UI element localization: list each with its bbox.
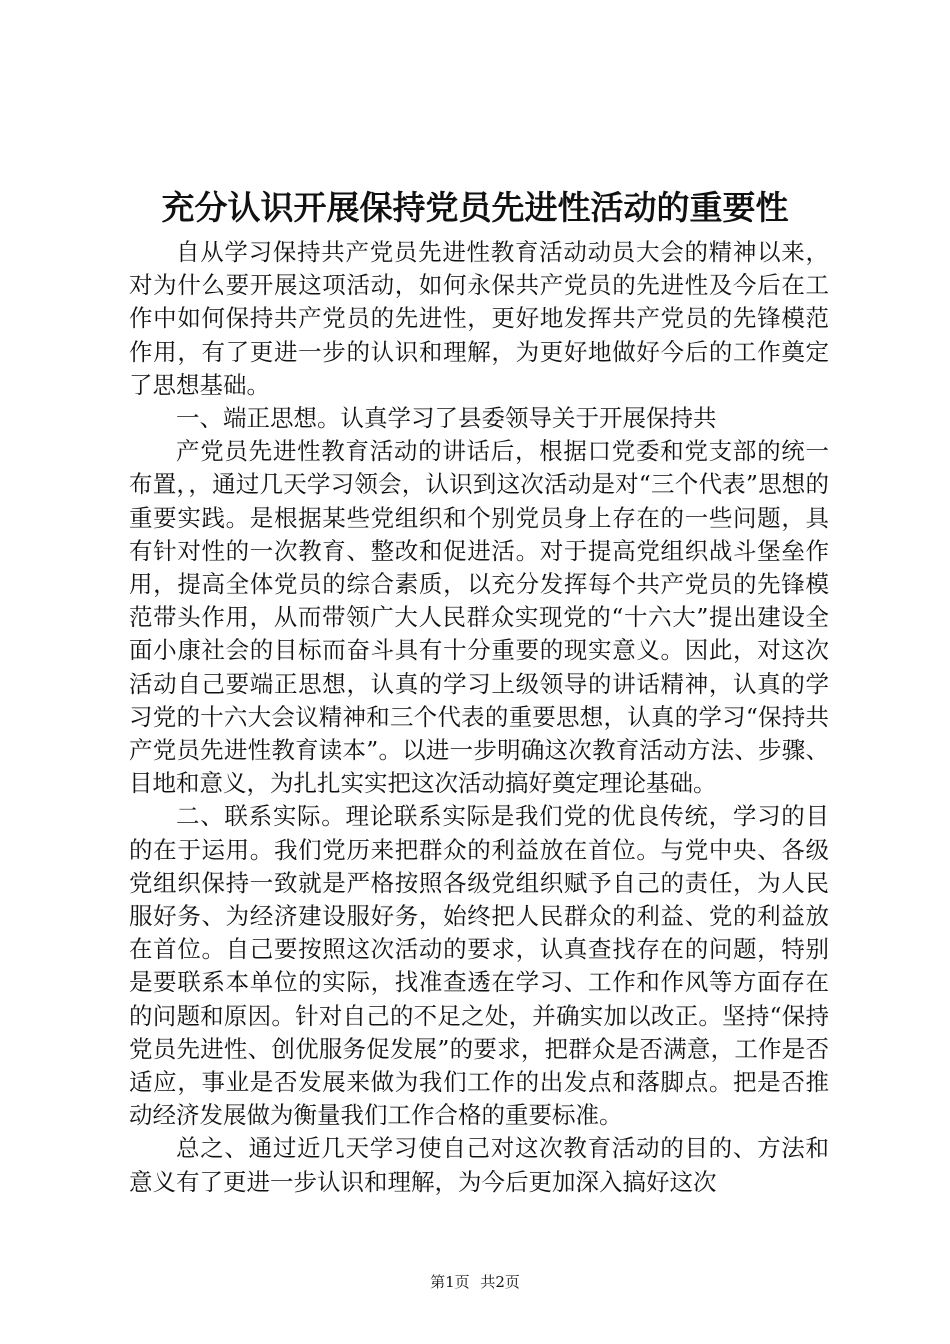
document-body — [129, 236, 829, 1199]
paragraph-section-two: 二、联系实际。理论联系实际是我们党的优良传统，学习的目的在于运用。我们党历来把群众的利益放在首位。与党中央、各级党组织保持一致就是严格按照各级党组织赋予自己的责任，为人民服好务、为经济建设服好务，始终把人民群众的利益、党的利益放在首位。自己要按照这次活动的要求，认真查找存在的问题，特别是要联系本单位的实际，找准查透在学习、工作和作风等方面存在的问题和原因。针对自己的不足之处，并确实加以改正。坚持“保持党员先进性、创优服务促发展”的要求，把群众是否满意，工作是否适应，事业是否发展来做为我们工作的出发点和落脚点。把是否推动经济发展做为衡量我们工作合格的重要标准。 — [129, 802, 829, 1130]
paragraph-section-one-heading: 一、端正思想。认真学习了县委领导关于开展保持共 — [176, 404, 717, 433]
paragraph-section-one-body: 产党员先进性教育活动的讲话后，根据口党委和党支部的统一布置，，通过几天学习领会，认识到这次活动是对“三个代表”思想的重要实践。是根据某些党组织和个别党员身上存在的一些问题，具有针对性的一次教育、整改和促进活。对于提高党组织战斗堡垒作用，提高全体党员的综合素质，以充分发挥每个共产党员的先锋模范带头作用，从而带领广大人民群众实现党的“十六大”提出建设全面小康社会的目标而奋斗具有十分重要的现实意义。因此，对这次活动自己要端正思想，认真的学习上级领导的讲话精神，认真的学习党的十六大会议精神和三个代表的重要思想，认真的学习“保持共产党员先进性教育读本”。以进一步明确这次教育活动方法、步骤、目地和意义，为扎扎实实把这次活动搞好奠定理论基础。 — [129, 437, 829, 798]
page-footer — [0, 1272, 950, 1292]
paragraph-conclusion: 总之、通过近几天学习使自己对这次教育活动的目的、方法和意义有了更进一步认识和理解，为今后更加深入搞好这次 — [129, 1134, 829, 1196]
page-number: 第1页 — [430, 1273, 470, 1291]
page-total: 共2页 — [480, 1273, 520, 1291]
paragraph-intro: 自从学习保持共产党员先进性教育活动动员大会的精神以来，对为什么要开展这项活动，如何永保共产党员的先进性及今后在工作中如何保持共产党员的先进性，更好地发挥共产党员的先锋模范作用，有了更进一步的认识和理解，为更好地做好今后的工作奠定了思想基础。 — [129, 238, 829, 399]
page-title: 充分认识开展保持党员先进性活动的重要性 — [161, 188, 789, 227]
